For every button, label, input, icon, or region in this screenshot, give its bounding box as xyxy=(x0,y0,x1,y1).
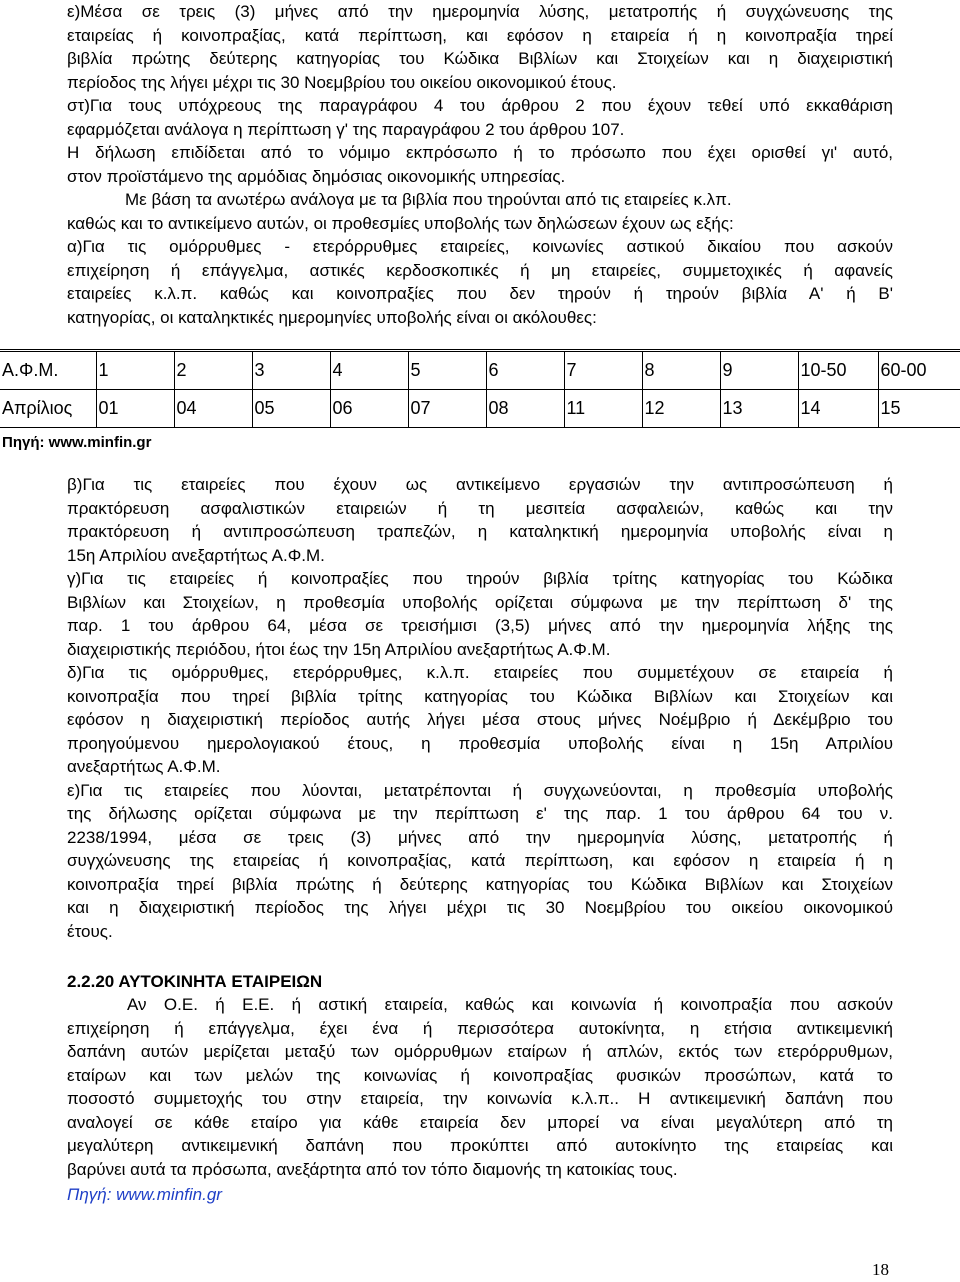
text-line: κοινοπραξία που τηρεί βιβλία τρίτης κατηγορίας του Κώδικα Βιβλίων και Στοιχείων και xyxy=(67,686,893,706)
table-cell: 1 xyxy=(96,351,174,390)
text-line: βαρύνει αυτά τα πρόσωπα, ανεξάρτητα από τον τόπο διαμονής τη κατοικίας τους. xyxy=(67,1159,678,1179)
text-line: περίοδος της λήγει μέχρι τις 30 Νοεμβρίου του οικείου οικονομικού έτους. xyxy=(67,72,617,92)
table-cell: 05 xyxy=(252,390,330,428)
text-line: ποσοστό συμμετοχής του στην εταιρεία, την κοινωνία κ.λ.π.. Η αντικειμενική δαπάνη που xyxy=(67,1089,893,1108)
table-cell: 07 xyxy=(408,390,486,428)
bottom-text-block xyxy=(67,993,893,1181)
text-line: διαχειριστικής περιόδου, ήτοι έως την 15η Απριλίου ανεξαρτήτως Α.Φ.Μ. xyxy=(67,639,611,659)
table-cell: 04 xyxy=(174,390,252,428)
text-line: εταίρων και των μελών της κοινωνίας ή κοινοπραξίας φυσικών προσώπων, κατά το xyxy=(67,1065,893,1085)
table-cell: 5 xyxy=(408,351,486,390)
text-line: επιχείρηση ή επάγγελμα, αστικές κερδοσκοπικές ή μη εταιρείες, συμμετοχικές ή αφανείς xyxy=(67,260,893,280)
table-source: Πηγή: www.minfin.gr xyxy=(2,434,152,451)
text-line: εταιρείες κ.λ.π. καθώς και κοινοπραξίες που δεν τηρούν ή τηρούν βιβλία Α' ή Β' xyxy=(67,284,893,303)
text-line: βιβλία πρώτης δεύτερης κατηγορίας του Κώδικα Βιβλίων και Στοιχείων και η διαχειριστική xyxy=(67,49,893,68)
afm-deadline-table xyxy=(0,349,960,428)
table-cell: 3 xyxy=(252,351,330,390)
table-cell: 8 xyxy=(642,351,720,390)
text-line: ανεξαρτήτως Α.Φ.Μ. xyxy=(67,757,221,776)
text-line: εφόσον η διαχειριστική περίοδος αυτής λήγει μέσα στους μήνες Νοέμβριο ή Δεκέμβριο του xyxy=(67,710,893,729)
text-line: Η δήλωση επιδίδεται από το νόμιμο εκπρόσωπο ή το πρόσωπο που έχει ορισθεί γι' αυτό, xyxy=(67,143,893,162)
table-cell: Α.Φ.Μ. xyxy=(0,351,96,390)
text-line: Αν Ο.Ε. ή Ε.Ε. ή αστική εταιρεία, καθώς και κοινωνία ή κοινοπραξία που ασκούν xyxy=(127,995,893,1014)
table-cell: 15 xyxy=(878,390,960,428)
text-line: στον προϊστάμενο της αρμόδιας δημόσιας οικονομικής υπηρεσίας. xyxy=(67,166,566,186)
text-line: εφαρμόζεται ανάλογα η περίπτωση γ' της παραγράφου 2 του άρθρου 107. xyxy=(67,119,625,139)
table-cell: 08 xyxy=(486,390,564,428)
top-text-block xyxy=(67,0,893,329)
text-line: Με βάση τα ανωτέρω ανάλογα με τα βιβλία που τηρούνται από τις εταιρείες κ.λπ. xyxy=(125,190,732,209)
table-cell: 13 xyxy=(720,390,798,428)
text-line: επιχείρηση ή επάγγελμα, έχει ένα ή περισσότερα αυτοκίνητα, η ετήσια αντικειμενική xyxy=(67,1018,893,1038)
table-row-april xyxy=(0,390,960,428)
table-cell: Απρίλιος xyxy=(0,390,96,428)
text-line: 2238/1994, μέσα σε τρεις (3) μήνες από την ημερομηνία λύσης, μετατροπής ή xyxy=(67,827,893,847)
text-line: δ)Για τις ομόρρυθμες, ετερόρρυθμες, κ.λ.π. εταιρείες που συμμετέχουν σε εταιρεία ή xyxy=(67,663,893,682)
text-line: β)Για τις εταιρείες που έχουν ως αντικείμενο εργασιών την αντιπροσώπευση ή xyxy=(67,475,893,494)
table-cell: 12 xyxy=(642,390,720,428)
table-cell: 01 xyxy=(96,390,174,428)
table-cell: 14 xyxy=(798,390,878,428)
text-line: γ)Για τις εταιρείες ή κοινοπραξίες που τηρούν βιβλία τρίτης κατηγορίας του Κώδικα xyxy=(67,569,893,588)
text-line: πρακτόρευση ασφαλιστικών εταιρειών ή τη μεσιτεία ασφαλειών, καθώς και την xyxy=(67,498,893,518)
text-line: στ)Για τους υπόχρεους της παραγράφου 4 του άρθρου 2 που έχουν τεθεί υπό εκκαθάριση xyxy=(67,96,893,115)
table-cell: 9 xyxy=(720,351,798,390)
source-link[interactable]: Πηγή: www.minfin.gr xyxy=(67,1185,222,1204)
text-line: έτους. xyxy=(67,921,113,941)
text-line: α)Για τις ομόρρυθμες - ετερόρρυθμες εταιρείες, κοινωνίες αστικού δικαίου που ασκούν xyxy=(67,237,893,256)
text-line: αναλογεί σε κάθε εταίρο για κάθε εταιρεία δεν μπορεί να είναι μεγαλύτερη από τη xyxy=(67,1112,893,1132)
page-number: 18 xyxy=(872,1260,889,1279)
text-line: κοινοπραξία τηρεί βιβλία πρώτης ή δεύτερης κατηγορίας του Κώδικα Βιβλίων και Στοιχείων xyxy=(67,874,893,894)
table-cell: 7 xyxy=(564,351,642,390)
text-line: προηγούμενου ημερολογιακού έτους, η προθεσμία υποβολής είναι η 15η Απριλίου xyxy=(67,733,893,753)
table-cell: 06 xyxy=(330,390,408,428)
text-line: εταιρείας ή κοινοπραξίας, κατά περίπτωση, και εφόσον η εταιρεία ή η κοινοπραξία τηρεί xyxy=(67,25,893,45)
text-line: δαπάνη αυτών μερίζεται μεταξύ των ομόρρυθμων εταίρων ή απλών, εκτός των ετερόρρυθμων, xyxy=(67,1042,893,1061)
text-line: παρ. 1 του άρθρου 64, μέσα σε τρεισήμισι (3,5) μήνες από την ημερομηνία λήξης της xyxy=(67,616,893,635)
text-line: κατηγορίας, οι καταληκτικές ημερομηνίες υποβολής είναι οι ακόλουθες: xyxy=(67,307,597,327)
table-row-afm xyxy=(0,351,960,390)
text-line: της δήλωσης ορίζεται σύμφωνα με την περίπτωση ε' της παρ. 1 του άρθρου 64 του ν. xyxy=(67,804,893,823)
text-line: πρακτόρευση ή αντιπροσώπευση τραπεζών, η καταληκτική ημερομηνία υποβολής είναι η xyxy=(67,522,893,541)
table-cell: 2 xyxy=(174,351,252,390)
text-line: ε)Για τις εταιρείες που λύονται, μετατρέπονται ή συγχωνεύονται, η προθεσμία υποβολής xyxy=(67,780,893,800)
table-cell: 4 xyxy=(330,351,408,390)
table-cell: 6 xyxy=(486,351,564,390)
text-line: 15η Απριλίου ανεξαρτήτως Α.Φ.Μ. xyxy=(67,545,325,565)
text-line: μεγαλύτερη αντικειμενική δαπάνη που προκύπτει από αυτοκίνητο της εταιρείας και xyxy=(67,1136,893,1155)
text-line: ε)Μέσα σε τρεις (3) μήνες από την ημερομηνία λύσης, μετατροπής ή συγχώνευσης της xyxy=(67,2,893,21)
middle-text-block xyxy=(67,473,893,943)
table-cell: 10-50 xyxy=(798,351,878,390)
table-cell: 60-00 xyxy=(878,351,960,390)
section-heading: 2.2.20 ΑΥΤΟΚΙΝΗΤΑ ΕΤΑΙΡΕΙΩΝ xyxy=(67,972,323,991)
text-line: συγχώνευσης της εταιρείας ή κοινοπραξίας, κατά περίπτωση, και εφόσον η εταιρεία ή η xyxy=(67,851,893,870)
text-line: Βιβλίων και Στοιχείων, η προθεσμία υποβολής ορίζεται σύμφωνα με την περίπτωση δ' της xyxy=(67,592,893,612)
table-cell: 11 xyxy=(564,390,642,428)
text-line: και η διαχειριστική περίοδος της λήγει μέχρι τις 30 Νοεμβρίου του οικείου οικονομικού xyxy=(67,898,893,917)
text-line: καθώς και το αντικείμενο αυτών, οι προθεσμίες υποβολής των δηλώσεων έχουν ως εξής: xyxy=(67,213,734,233)
